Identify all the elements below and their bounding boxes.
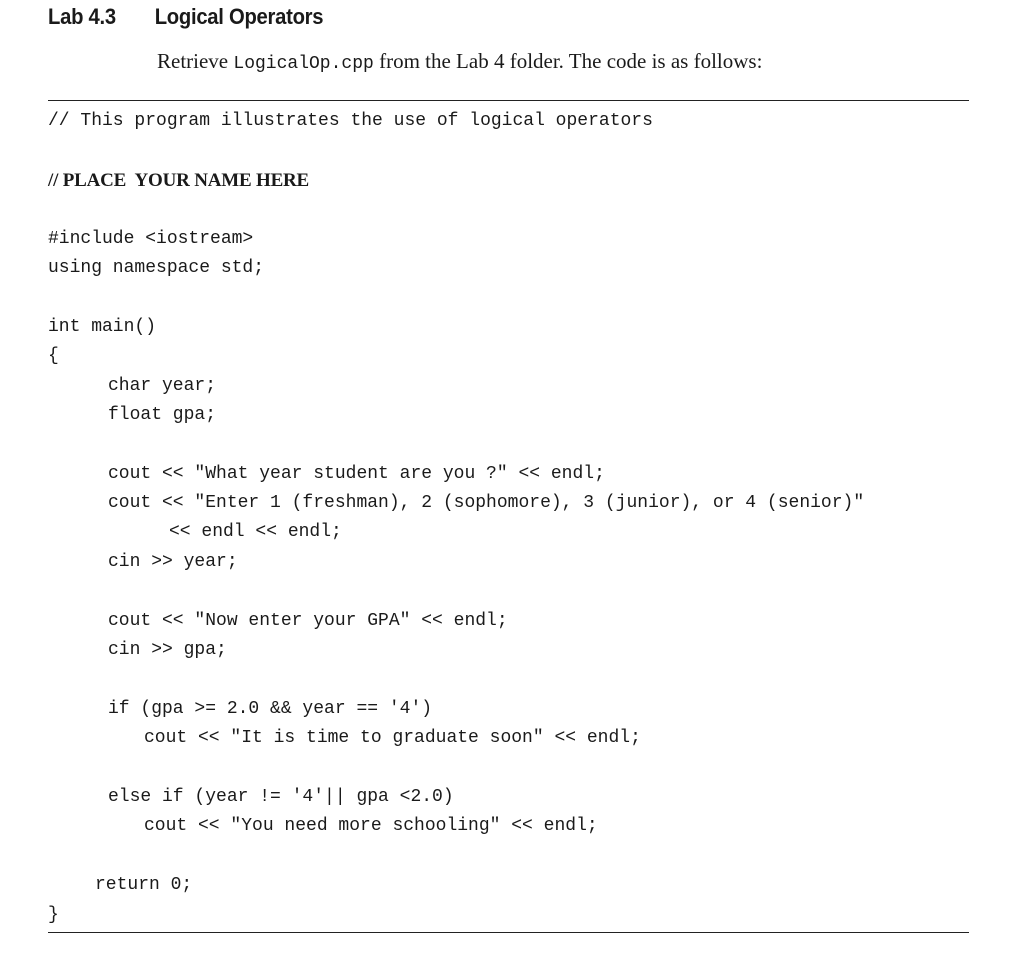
code-line: cin >> year; (108, 551, 238, 572)
code-line: float gpa; (108, 404, 217, 425)
code-line: cin >> gpa; (108, 640, 227, 661)
code-line: cout << "Enter 1 (freshman), 2 (sophomore), 3 (junior), or 4 (senior)" (108, 493, 865, 514)
code-line (48, 430, 864, 459)
code-listing (48, 107, 864, 930)
code-line (48, 754, 864, 783)
code-line (48, 136, 864, 165)
bottom-divider (48, 932, 969, 933)
section-title: Logical Operators (154, 4, 324, 29)
code-line: int main() (48, 316, 157, 337)
code-line: cout << "Now enter your GPA" << endl; (108, 610, 508, 631)
code-line (48, 665, 864, 694)
code-line: cout << "What year student are you ?" << endl; (108, 463, 605, 484)
code-line (48, 283, 864, 312)
code-comment-placeholder: // PLACE YOUR NAME HERE (48, 169, 310, 191)
code-line: } (48, 904, 59, 925)
section-number: Lab 4.3 (48, 4, 116, 29)
section-heading (48, 2, 323, 32)
code-line (48, 195, 864, 224)
code-line: #include <iostream> (48, 228, 254, 249)
code-line: using namespace std; (48, 257, 265, 278)
code-line: else if (year != '4'|| gpa <2.0) (108, 786, 454, 807)
code-line (48, 842, 864, 871)
code-line: char year; (108, 375, 217, 396)
code-line: { (48, 346, 59, 367)
intro-text-after: from the Lab 4 folder. The code is as follows: (373, 49, 763, 73)
top-divider (48, 100, 969, 101)
code-line: if (gpa >= 2.0 && year == '4') (108, 698, 433, 719)
intro-paragraph (157, 46, 762, 79)
code-line: // This program illustrates the use of logical operators (48, 111, 653, 131)
code-line: cout << "You need more schooling" << endl; (144, 816, 598, 837)
code-line: << endl << endl; (169, 522, 342, 543)
code-line (48, 577, 864, 606)
intro-text-before: Retrieve (157, 49, 234, 73)
intro-filename: LogicalOp.cpp (233, 54, 374, 74)
code-line: return 0; (95, 875, 193, 896)
code-line: cout << "It is time to graduate soon" << endl; (144, 728, 641, 749)
